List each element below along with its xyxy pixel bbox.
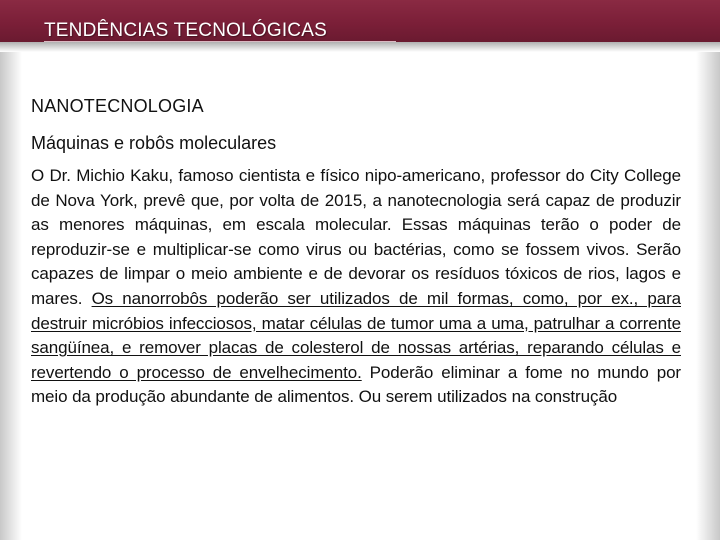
section-subheading: Máquinas e robôs moleculares: [31, 133, 277, 153]
title-underline: [44, 41, 396, 42]
paragraph-outro: Poderão eliminar a fome no mundo por meio da produção abundante de alimentos. Ou serem utilizados na construção: [31, 362, 681, 407]
paragraph-underlined-passage: Os nanorrobôs poderão ser utilizados de mil formas, como, por ex., para destruir micróbios infecciosos, matar células de tumor uma a uma, patrulhar a corrente sangüínea, e remover placas de colesterol de nossas artérias, reparando células e revertendo o processo de envelhecimento.: [31, 288, 681, 382]
slide-content: [31, 96, 681, 495]
banner-shadow: [0, 42, 720, 52]
section-heading: NANOTECNOLOGIA: [31, 96, 204, 116]
body-paragraph: [31, 164, 681, 410]
slide-title: TENDÊNCIAS TECNOLÓGICAS: [44, 20, 327, 41]
paragraph-intro: O Dr. Michio Kaku, famoso cientista e físico nipo-americano, professor do City College de Nova York, prevê que, por volta de 2015, a nanotecnologia será capaz de produzir as menores máquinas, em escala molecular. Essas máquinas terão o poder de reproduzir-se e multiplicar-se como virus ou bactérias, como se fossem vivos. Serão capazes de limpar o meio ambiente e de devorar os resíduos tóxicos de rios, lagos e mares.: [31, 166, 681, 308]
